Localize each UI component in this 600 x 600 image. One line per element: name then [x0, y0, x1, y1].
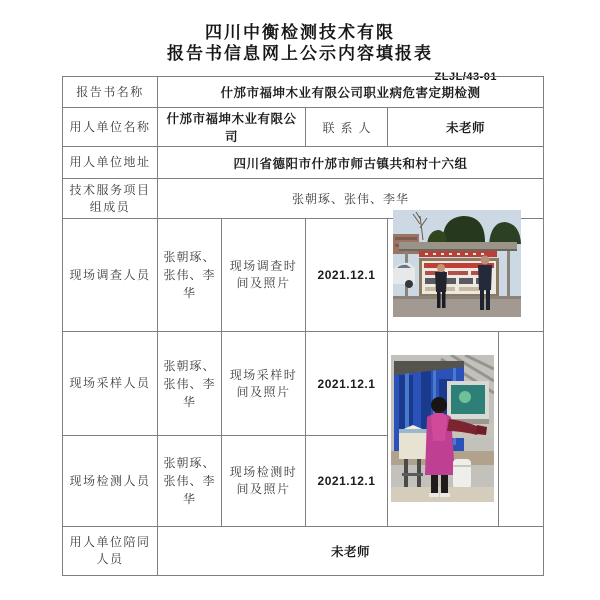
site-testing-time-label: 现场检测时间及照片	[222, 436, 306, 527]
site-survey-date: 2021.12.1	[306, 219, 388, 332]
site-testing-label: 现场检测人员	[63, 436, 158, 527]
row-employer-address	[63, 147, 544, 179]
employer-address-label: 用人单位地址	[63, 147, 158, 179]
contact-value: 未老师	[388, 108, 544, 147]
site-sampling-label: 现场采样人员	[63, 332, 158, 436]
site-testing-members: 张朝琢、张伟、李华	[158, 436, 222, 527]
employer-name-value: 什邡市福坤木业有限公司	[158, 108, 306, 147]
site-survey-label: 现场调查人员	[63, 219, 158, 332]
doc-code: ZLJL/43-01	[434, 71, 497, 83]
site-sampling-time-label: 现场采样时间及照片	[222, 332, 306, 436]
site-survey-photo	[393, 210, 521, 317]
report-name-label: 报告书名称	[63, 77, 158, 108]
site-sampling-date: 2021.12.1	[306, 332, 388, 436]
team-members-label: 技术服务项目组成员	[63, 179, 158, 219]
site-survey-time-label: 现场调查时间及照片	[222, 219, 306, 332]
accompanying-value: 未老师	[158, 527, 544, 576]
sampling-testing-photo	[391, 355, 494, 502]
contact-label: 联系人	[306, 108, 388, 147]
row-accompanying	[63, 527, 544, 576]
accompanying-label: 用人单位陪同人员	[63, 527, 158, 576]
site-testing-date: 2021.12.1	[306, 436, 388, 527]
work-photo-margin-cell	[499, 332, 544, 527]
team-members-value: 张朝琢、张伟、李华	[158, 179, 544, 219]
row-report-name	[63, 77, 544, 108]
site-survey-members: 张朝琢、张伟、李华	[158, 219, 222, 332]
title-line-1: 四川中衡检测技术有限	[205, 23, 395, 42]
site-sampling-members: 张朝琢、张伟、李华	[158, 332, 222, 436]
employer-address-value: 四川省德阳市什邡市师古镇共和村十六组	[158, 147, 544, 179]
row-employer-name	[63, 108, 544, 147]
report-name-value: 什邡市福坤木业有限公司职业病危害定期检测	[158, 77, 544, 108]
title-line-2: 报告书信息网上公示内容填报表	[167, 44, 433, 63]
document-title	[0, 22, 600, 83]
employer-name-label: 用人单位名称	[63, 108, 158, 147]
